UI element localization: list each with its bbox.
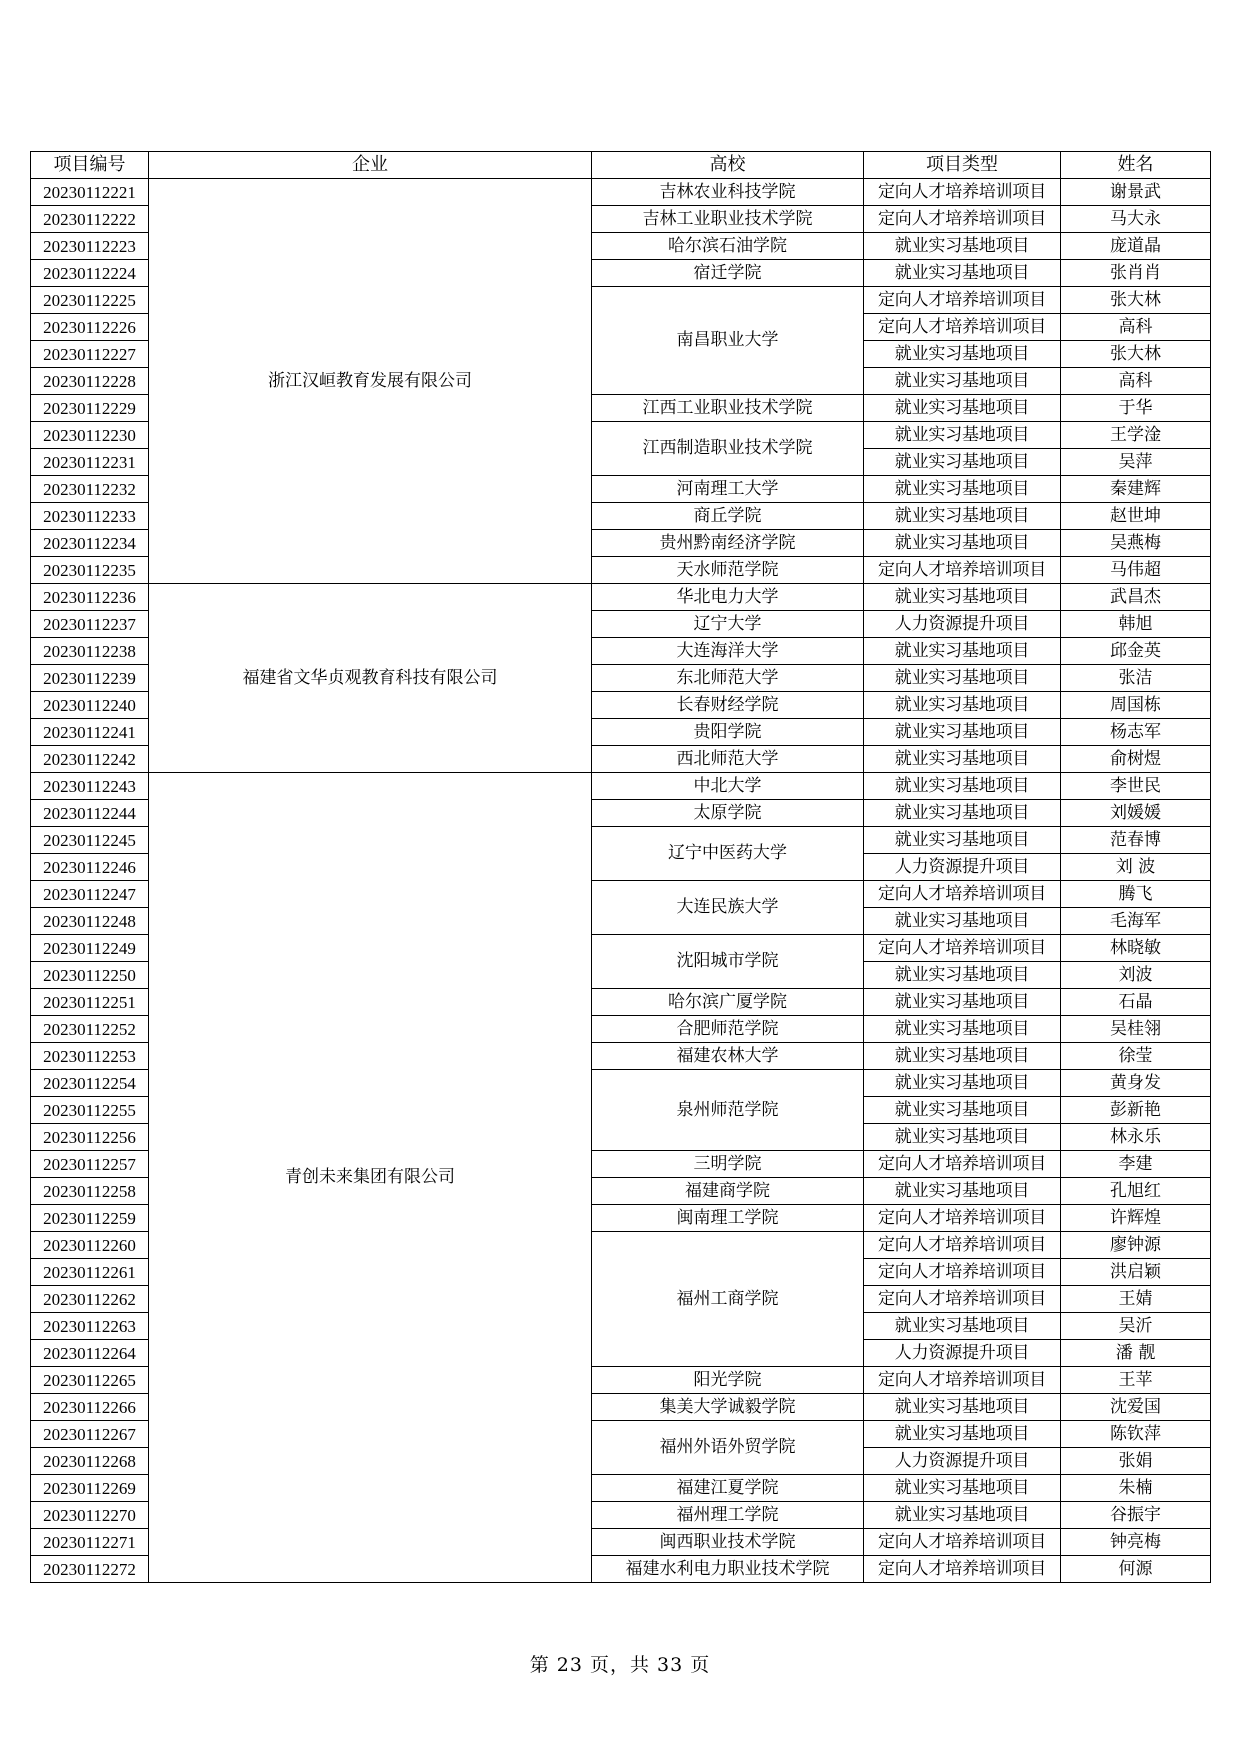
cell-school: 长春财经学院 xyxy=(592,692,864,719)
cell-project-type: 定向人才培养培训项目 xyxy=(864,1232,1061,1259)
cell-project-type: 就业实习基地项目 xyxy=(864,1070,1061,1097)
cell-project-type: 就业实习基地项目 xyxy=(864,1124,1061,1151)
cell-project-type: 就业实习基地项目 xyxy=(864,422,1061,449)
cell-school: 集美大学诚毅学院 xyxy=(592,1394,864,1421)
cell-project-type: 就业实习基地项目 xyxy=(864,341,1061,368)
cell-name: 王苹 xyxy=(1061,1367,1211,1394)
cell-name: 石晶 xyxy=(1061,989,1211,1016)
cell-school: 辽宁中医药大学 xyxy=(592,827,864,881)
cell-name: 李建 xyxy=(1061,1151,1211,1178)
cell-name: 陈钦萍 xyxy=(1061,1421,1211,1448)
cell-name: 徐莹 xyxy=(1061,1043,1211,1070)
header-type: 项目类型 xyxy=(864,152,1061,179)
cell-school: 商丘学院 xyxy=(592,503,864,530)
cell-school: 吉林工业职业技术学院 xyxy=(592,206,864,233)
cell-name: 高科 xyxy=(1061,314,1211,341)
project-table xyxy=(30,151,1211,1583)
cell-school: 贵阳学院 xyxy=(592,719,864,746)
cell-code: 20230112232 xyxy=(31,476,149,503)
cell-name: 韩旭 xyxy=(1061,611,1211,638)
cell-name: 秦建辉 xyxy=(1061,476,1211,503)
cell-name: 腾飞 xyxy=(1061,881,1211,908)
cell-school: 闽南理工学院 xyxy=(592,1205,864,1232)
cell-code: 20230112252 xyxy=(31,1016,149,1043)
cell-code: 20230112247 xyxy=(31,881,149,908)
cell-code: 20230112243 xyxy=(31,773,149,800)
cell-name: 吴沂 xyxy=(1061,1313,1211,1340)
table-row xyxy=(31,773,1211,800)
cell-code: 20230112224 xyxy=(31,260,149,287)
cell-code: 20230112228 xyxy=(31,368,149,395)
cell-code: 20230112229 xyxy=(31,395,149,422)
cell-name: 张大林 xyxy=(1061,287,1211,314)
cell-project-type: 人力资源提升项目 xyxy=(864,1340,1061,1367)
cell-school: 福建水利电力职业技术学院 xyxy=(592,1556,864,1583)
cell-project-type: 定向人才培养培训项目 xyxy=(864,935,1061,962)
cell-project-type: 定向人才培养培训项目 xyxy=(864,1205,1061,1232)
cell-code: 20230112231 xyxy=(31,449,149,476)
cell-name: 张娟 xyxy=(1061,1448,1211,1475)
page-footer: 第 23 页，共 33 页 xyxy=(529,1654,711,1676)
cell-school: 大连海洋大学 xyxy=(592,638,864,665)
cell-name: 林永乐 xyxy=(1061,1124,1211,1151)
cell-name: 黄身发 xyxy=(1061,1070,1211,1097)
cell-name: 于华 xyxy=(1061,395,1211,422)
cell-name: 谷振宇 xyxy=(1061,1502,1211,1529)
cell-code: 20230112254 xyxy=(31,1070,149,1097)
cell-code: 20230112223 xyxy=(31,233,149,260)
cell-code: 20230112263 xyxy=(31,1313,149,1340)
cell-school: 西北师范大学 xyxy=(592,746,864,773)
cell-project-type: 人力资源提升项目 xyxy=(864,854,1061,881)
cell-code: 20230112259 xyxy=(31,1205,149,1232)
cell-name: 彭新艳 xyxy=(1061,1097,1211,1124)
cell-code: 20230112248 xyxy=(31,908,149,935)
cell-project-type: 就业实习基地项目 xyxy=(864,746,1061,773)
cell-code: 20230112226 xyxy=(31,314,149,341)
cell-project-type: 人力资源提升项目 xyxy=(864,1448,1061,1475)
table-row xyxy=(31,179,1211,206)
cell-code: 20230112270 xyxy=(31,1502,149,1529)
cell-project-type: 就业实习基地项目 xyxy=(864,1475,1061,1502)
cell-name: 钟亮梅 xyxy=(1061,1529,1211,1556)
header-code: 项目编号 xyxy=(31,152,149,179)
cell-code: 20230112222 xyxy=(31,206,149,233)
cell-school: 福建农林大学 xyxy=(592,1043,864,1070)
cell-project-type: 就业实习基地项目 xyxy=(864,530,1061,557)
cell-name: 马伟超 xyxy=(1061,557,1211,584)
cell-name: 林晓敏 xyxy=(1061,935,1211,962)
cell-project-type: 就业实习基地项目 xyxy=(864,476,1061,503)
cell-school: 华北电力大学 xyxy=(592,584,864,611)
cell-code: 20230112225 xyxy=(31,287,149,314)
cell-school: 合肥师范学院 xyxy=(592,1016,864,1043)
cell-code: 20230112234 xyxy=(31,530,149,557)
cell-name: 沈爱国 xyxy=(1061,1394,1211,1421)
cell-project-type: 就业实习基地项目 xyxy=(864,1016,1061,1043)
cell-project-type: 就业实习基地项目 xyxy=(864,233,1061,260)
cell-project-type: 定向人才培养培训项目 xyxy=(864,881,1061,908)
cell-project-type: 就业实习基地项目 xyxy=(864,1097,1061,1124)
cell-school: 福州外语外贸学院 xyxy=(592,1421,864,1475)
cell-project-type: 就业实习基地项目 xyxy=(864,1421,1061,1448)
cell-school: 贵州黔南经济学院 xyxy=(592,530,864,557)
cell-name: 赵世坤 xyxy=(1061,503,1211,530)
cell-school: 闽西职业技术学院 xyxy=(592,1529,864,1556)
cell-name: 吴燕梅 xyxy=(1061,530,1211,557)
cell-code: 20230112240 xyxy=(31,692,149,719)
cell-school: 哈尔滨石油学院 xyxy=(592,233,864,260)
cell-project-type: 定向人才培养培训项目 xyxy=(864,179,1061,206)
cell-code: 20230112236 xyxy=(31,584,149,611)
cell-code: 20230112269 xyxy=(31,1475,149,1502)
cell-project-type: 就业实习基地项目 xyxy=(864,368,1061,395)
cell-code: 20230112241 xyxy=(31,719,149,746)
cell-code: 20230112221 xyxy=(31,179,149,206)
cell-name: 何源 xyxy=(1061,1556,1211,1583)
cell-school: 大连民族大学 xyxy=(592,881,864,935)
cell-project-type: 人力资源提升项目 xyxy=(864,611,1061,638)
cell-code: 20230112250 xyxy=(31,962,149,989)
cell-school: 中北大学 xyxy=(592,773,864,800)
cell-code: 20230112227 xyxy=(31,341,149,368)
cell-code: 20230112272 xyxy=(31,1556,149,1583)
cell-school: 福州理工学院 xyxy=(592,1502,864,1529)
cell-code: 20230112256 xyxy=(31,1124,149,1151)
cell-name: 毛海军 xyxy=(1061,908,1211,935)
cell-project-type: 定向人才培养培训项目 xyxy=(864,206,1061,233)
cell-code: 20230112257 xyxy=(31,1151,149,1178)
cell-code: 20230112244 xyxy=(31,800,149,827)
cell-project-type: 定向人才培养培训项目 xyxy=(864,557,1061,584)
cell-school: 天水师范学院 xyxy=(592,557,864,584)
cell-name: 张肖肖 xyxy=(1061,260,1211,287)
table-row xyxy=(31,584,1211,611)
cell-school: 太原学院 xyxy=(592,800,864,827)
cell-code: 20230112255 xyxy=(31,1097,149,1124)
cell-name: 谢景武 xyxy=(1061,179,1211,206)
cell-project-type: 就业实习基地项目 xyxy=(864,827,1061,854)
cell-name: 洪启颖 xyxy=(1061,1259,1211,1286)
cell-project-type: 就业实习基地项目 xyxy=(864,503,1061,530)
header-company: 企业 xyxy=(149,152,592,179)
cell-code: 20230112249 xyxy=(31,935,149,962)
cell-school: 江西工业职业技术学院 xyxy=(592,395,864,422)
cell-name: 潘 靓 xyxy=(1061,1340,1211,1367)
cell-company: 福建省文华贞观教育科技有限公司 xyxy=(149,584,592,773)
cell-name: 刘波 xyxy=(1061,962,1211,989)
cell-name: 张大林 xyxy=(1061,341,1211,368)
cell-project-type: 定向人才培养培训项目 xyxy=(864,1259,1061,1286)
cell-school: 沈阳城市学院 xyxy=(592,935,864,989)
cell-code: 20230112266 xyxy=(31,1394,149,1421)
cell-school: 泉州师范学院 xyxy=(592,1070,864,1151)
cell-project-type: 定向人才培养培训项目 xyxy=(864,1151,1061,1178)
cell-name: 李世民 xyxy=(1061,773,1211,800)
cell-code: 20230112230 xyxy=(31,422,149,449)
cell-school: 宿迁学院 xyxy=(592,260,864,287)
cell-code: 20230112265 xyxy=(31,1367,149,1394)
cell-company: 青创未来集团有限公司 xyxy=(149,773,592,1583)
cell-code: 20230112258 xyxy=(31,1178,149,1205)
cell-name: 许辉煌 xyxy=(1061,1205,1211,1232)
cell-code: 20230112238 xyxy=(31,638,149,665)
cell-name: 庞道晶 xyxy=(1061,233,1211,260)
cell-code: 20230112246 xyxy=(31,854,149,881)
cell-name: 吴桂翎 xyxy=(1061,1016,1211,1043)
cell-code: 20230112253 xyxy=(31,1043,149,1070)
cell-code: 20230112261 xyxy=(31,1259,149,1286)
cell-school: 福建商学院 xyxy=(592,1178,864,1205)
cell-name: 廖钟源 xyxy=(1061,1232,1211,1259)
cell-code: 20230112233 xyxy=(31,503,149,530)
cell-project-type: 定向人才培养培训项目 xyxy=(864,1367,1061,1394)
cell-name: 刘 波 xyxy=(1061,854,1211,881)
cell-school: 哈尔滨广厦学院 xyxy=(592,989,864,1016)
cell-school: 辽宁大学 xyxy=(592,611,864,638)
cell-code: 20230112239 xyxy=(31,665,149,692)
cell-project-type: 就业实习基地项目 xyxy=(864,1178,1061,1205)
cell-project-type: 就业实习基地项目 xyxy=(864,1502,1061,1529)
cell-code: 20230112268 xyxy=(31,1448,149,1475)
table-body xyxy=(31,179,1211,1583)
cell-project-type: 就业实习基地项目 xyxy=(864,692,1061,719)
cell-company: 浙江汉峘教育发展有限公司 xyxy=(149,179,592,584)
cell-name: 王学淦 xyxy=(1061,422,1211,449)
header-school: 高校 xyxy=(592,152,864,179)
cell-school: 三明学院 xyxy=(592,1151,864,1178)
cell-school: 阳光学院 xyxy=(592,1367,864,1394)
cell-project-type: 定向人才培养培训项目 xyxy=(864,1286,1061,1313)
cell-project-type: 就业实习基地项目 xyxy=(864,1043,1061,1070)
cell-school: 吉林农业科技学院 xyxy=(592,179,864,206)
cell-code: 20230112245 xyxy=(31,827,149,854)
cell-project-type: 定向人才培养培训项目 xyxy=(864,287,1061,314)
cell-project-type: 就业实习基地项目 xyxy=(864,908,1061,935)
cell-code: 20230112251 xyxy=(31,989,149,1016)
cell-name: 王婧 xyxy=(1061,1286,1211,1313)
cell-project-type: 就业实习基地项目 xyxy=(864,260,1061,287)
cell-school: 东北师范大学 xyxy=(592,665,864,692)
cell-project-type: 定向人才培养培训项目 xyxy=(864,1556,1061,1583)
cell-project-type: 就业实习基地项目 xyxy=(864,800,1061,827)
cell-name: 马大永 xyxy=(1061,206,1211,233)
cell-name: 俞树煜 xyxy=(1061,746,1211,773)
cell-project-type: 就业实习基地项目 xyxy=(864,719,1061,746)
cell-project-type: 就业实习基地项目 xyxy=(864,1313,1061,1340)
cell-name: 孔旭红 xyxy=(1061,1178,1211,1205)
cell-name: 刘媛媛 xyxy=(1061,800,1211,827)
header-name: 姓名 xyxy=(1061,152,1211,179)
cell-code: 20230112262 xyxy=(31,1286,149,1313)
cell-code: 20230112264 xyxy=(31,1340,149,1367)
cell-name: 范春博 xyxy=(1061,827,1211,854)
cell-school: 南昌职业大学 xyxy=(592,287,864,395)
cell-project-type: 就业实习基地项目 xyxy=(864,773,1061,800)
cell-name: 吴萍 xyxy=(1061,449,1211,476)
cell-name: 武昌杰 xyxy=(1061,584,1211,611)
cell-code: 20230112267 xyxy=(31,1421,149,1448)
cell-project-type: 就业实习基地项目 xyxy=(864,638,1061,665)
cell-code: 20230112271 xyxy=(31,1529,149,1556)
cell-code: 20230112235 xyxy=(31,557,149,584)
cell-code: 20230112237 xyxy=(31,611,149,638)
cell-school: 江西制造职业技术学院 xyxy=(592,422,864,476)
cell-project-type: 就业实习基地项目 xyxy=(864,395,1061,422)
cell-project-type: 就业实习基地项目 xyxy=(864,989,1061,1016)
cell-project-type: 就业实习基地项目 xyxy=(864,665,1061,692)
cell-name: 高科 xyxy=(1061,368,1211,395)
cell-project-type: 就业实习基地项目 xyxy=(864,1394,1061,1421)
cell-name: 张洁 xyxy=(1061,665,1211,692)
cell-school: 福州工商学院 xyxy=(592,1232,864,1367)
cell-school: 河南理工大学 xyxy=(592,476,864,503)
cell-name: 朱楠 xyxy=(1061,1475,1211,1502)
cell-name: 邱金英 xyxy=(1061,638,1211,665)
cell-code: 20230112242 xyxy=(31,746,149,773)
cell-project-type: 定向人才培养培训项目 xyxy=(864,314,1061,341)
cell-project-type: 就业实习基地项目 xyxy=(864,962,1061,989)
cell-name: 周国栋 xyxy=(1061,692,1211,719)
cell-project-type: 就业实习基地项目 xyxy=(864,584,1061,611)
cell-project-type: 定向人才培养培训项目 xyxy=(864,1529,1061,1556)
cell-code: 20230112260 xyxy=(31,1232,149,1259)
cell-project-type: 就业实习基地项目 xyxy=(864,449,1061,476)
header-row xyxy=(31,152,1211,179)
cell-name: 杨志军 xyxy=(1061,719,1211,746)
cell-school: 福建江夏学院 xyxy=(592,1475,864,1502)
